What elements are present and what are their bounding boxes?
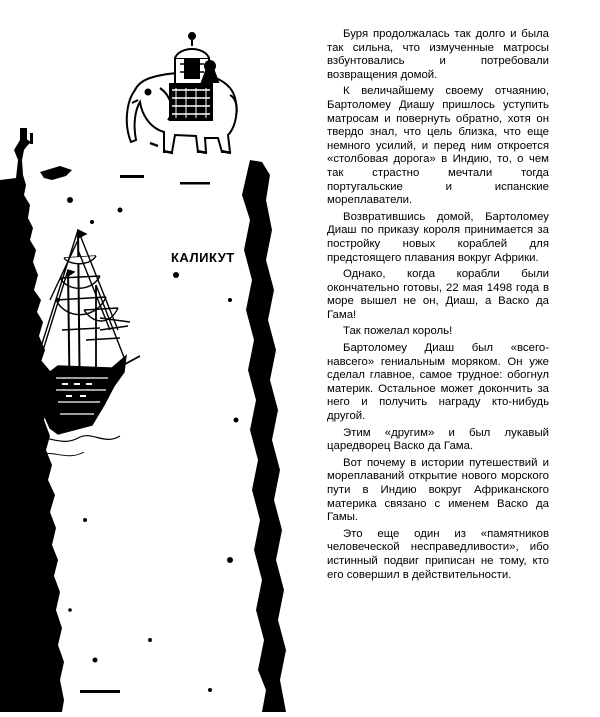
paragraph: Однако, когда корабли были окончательно готовы, 22 мая 1498 года в море вышел не он, Диаш, а Васко да Гама! [327,268,549,321]
ink-frame [0,128,286,712]
paragraph: Так пожелал король! [343,325,453,338]
illustration-panel [0,0,300,712]
paragraph: Этим «другим» и был лукавый царедворец Васко да Гама. [327,426,549,453]
paragraph: Вот почему в истории путешествий и мореплаваний открытие нового морского пути в Индию вокруг Африканского материка связано с именем Васко да Гамы. [327,456,549,524]
elephant-illustration [127,33,237,153]
place-label-calicut: КАЛИКУТ [171,250,235,265]
location-marker-icon [173,272,179,278]
paragraph: К величайшему своему отчаянию, Бартоломеу Диашу пришлось уступить матросам и повернуть обратно, хотя он твердо знал, что цель близка, что еще немного усилий, и перед ним откроется «столбовая дорога» в Индию, то, о чем так страстно мечтали тогда португальские и испанские мореплаватели. [327,85,549,207]
paragraph: Буря продолжалась так долго и была так сильна, что измученные матросы взбунтовались и потребовали возвращения домой. [327,28,549,81]
article-text [327,28,549,585]
sailing-ship-illustration [30,230,140,456]
paragraph: Бартоломеу Диаш был «всего-навсего» гениальным моряком. Он уже сделал главное, самое трудное: обогнул материк. Остальное может докончить за него и получить награду кто-нибудь другой. [327,342,549,423]
paragraph: Возвратившись домой, Бартоломеу Диаш по приказу короля принимается за постройку новых кораблей для предстоящего плавания вокруг Африки. [327,210,549,264]
paragraph: Это еще один из «памятников человеческой несправедливости», ибо истинный подвиг приписан не тому, кто его совершил в действительности. [327,527,549,581]
